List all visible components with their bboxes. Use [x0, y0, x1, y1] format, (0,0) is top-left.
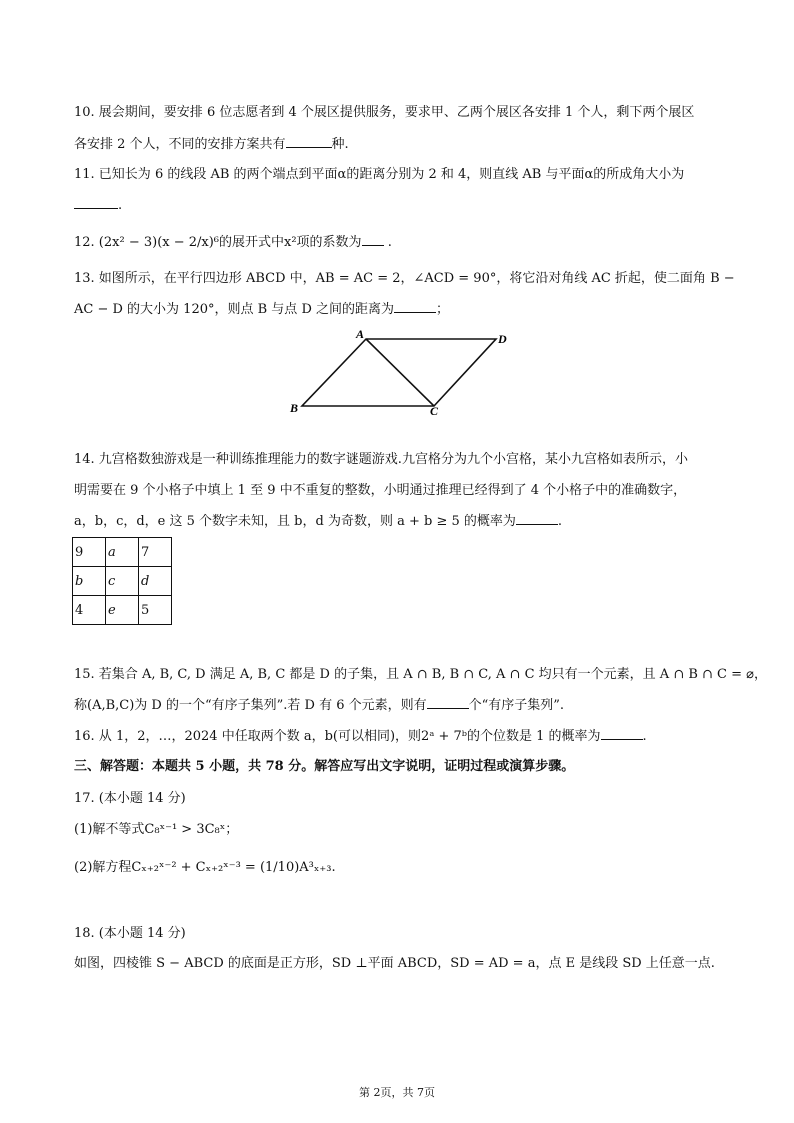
- grid-cell: 7: [139, 538, 172, 567]
- grid-cell: a: [106, 538, 139, 567]
- grid-cell: 5: [139, 596, 172, 625]
- grid-cell: 4: [73, 596, 106, 625]
- q10-line2: 各安排 2 个人，不同的安排方案共有 种.: [74, 137, 349, 152]
- q15-line2: 称(A,B,C)为 D 的一个“有序子集列”.若 D 有 6 个元素，则有 个“有序子集列”.: [74, 698, 565, 713]
- parallelogram-figure: [288, 326, 518, 420]
- answer-blank: [74, 196, 118, 209]
- grid-cell: d: [139, 567, 172, 596]
- label-a: A: [356, 327, 365, 341]
- answer-blank: [394, 300, 436, 313]
- answer-blank: [427, 696, 469, 709]
- q17-header: 17. (本小题 14 分): [74, 791, 186, 806]
- q18-line1: 如图，四棱锥 S − ABCD 的底面是正方形，SD ⊥平面 ABCD，SD = AD = a，点 E 是线段 SD 上任意一点.: [74, 956, 715, 971]
- q17-part1: (1)解不等式C₈ˣ⁻¹ > 3C₈ˣ；: [74, 822, 239, 837]
- answer-blank: [516, 512, 558, 525]
- sudoku-grid: [72, 537, 172, 625]
- q11-line1: 11. 已知长为 6 的线段 AB 的两个端点到平面α的距离分别为 2 和 4，则直线 AB 与平面α的所成角大小为: [74, 167, 685, 182]
- q14-line2: 明需要在 9 个小格子中填上 1 至 9 中不重复的整数，小明通过推理已经得到了 4 个小格子中的准确数字，: [74, 483, 687, 498]
- answer-blank: [362, 233, 384, 246]
- answer-blank: [601, 727, 643, 740]
- grid-cell: b: [73, 567, 106, 596]
- label-b: B: [290, 401, 299, 415]
- q16-line: 16. 从 1，2，…，2024 中任取两个数 a，b(可以相同)，则2ᵃ + 7ᵇ的个位数是 1 的概率为 .: [74, 729, 647, 744]
- label-c: C: [430, 404, 439, 418]
- grid-cell: e: [106, 596, 139, 625]
- section-heading: 三、解答题：本题共 5 小题，共 78 分。解答应写出文字说明，证明过程或演算步骤。: [74, 759, 575, 774]
- diagonal-ac: [366, 339, 434, 406]
- q14-line1: 14. 九宫格数独游戏是一种训练推理能力的数字谜题游戏.九宫格分为九个小宫格，某小九宫格如表所示，小: [74, 452, 688, 467]
- answer-blank: [286, 135, 332, 148]
- q17-part2: (2)解方程Cₓ₊₂ˣ⁻² + Cₓ₊₂ˣ⁻³ = (1/10)A³ₓ₊₃.: [74, 860, 336, 875]
- q14-line3: a，b，c，d，e 这 5 个数字未知，且 b，d 为奇数，则 a + b ≥ 5 的概率为 .: [74, 514, 563, 529]
- q15-line1: 15. 若集合 A, B, C, D 满足 A, B, C 都是 D 的子集，且 A ∩ B, B ∩ C, A ∩ C 均只有一个元素，且 A ∩ B ∩ C = ⌀，: [74, 667, 767, 682]
- q18-header: 18. (本小题 14 分): [74, 926, 186, 941]
- grid-cell: c: [106, 567, 139, 596]
- q13-line2: AC − D 的大小为 120°，则点 B 与点 D 之间的距离为 ；: [74, 302, 450, 317]
- q10-line1: 10. 展会期间，要安排 6 位志愿者到 4 个展区提供服务，要求甲、乙两个展区各安排 1 个人，剩下两个展区: [74, 105, 695, 120]
- grid-cell: 9: [73, 538, 106, 567]
- page-footer: 第 2页，共 7页: [359, 1086, 435, 1099]
- label-d: D: [498, 332, 507, 346]
- q13-line1: 13. 如图所示，在平行四边形 ABCD 中，AB = AC = 2，∠ACD = 90°，将它沿对角线 AC 折起，使二面角 B −: [74, 271, 735, 286]
- q12-line: 12. (2x² − 3)(x − 2/x)⁶的展开式中x²项的系数为 .: [74, 235, 392, 250]
- q11-line2: .: [74, 196, 122, 215]
